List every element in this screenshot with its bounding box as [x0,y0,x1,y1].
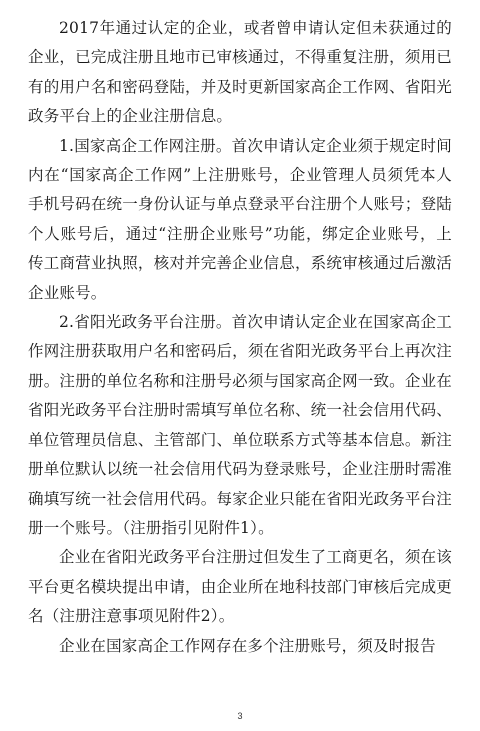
paragraph-registration-existing: 2017年通过认定的企业，或者曾申请认定但未获通过的企业，已完成注册且地市已审核通过，不得重复注册，须用已有的用户名和密码登陆，并及时更新国家高企工作网、省阳光政务平台上的企业注册信息。 [28,19,452,126]
paragraph-name-change: 企业在省阳光政务平台注册过但发生了工商更名，须在该平台更名模块提出申请，由企业所在地科技部门审核后完成更名（注册注意事项见附件2）。 [28,548,452,626]
page-number: 3 [237,711,243,721]
paragraph-provincial-registration: 2.省阳光政务平台注册。首次申请认定企业在国家高企工作网注册获取用户名和密码后，须在省阳光政务平台上再次注册。注册的单位名称和注册号必须与国家高企网一致。企业在省阳光政务平台注册时需填写单位名称、统一社会信用代码、单位管理员信息、主管部门、单位联系方式等基本信息。新注册单位默认以统一社会信用代码为登录账号，企业注册时需准确填写统一社会信用代码。每家企业只能在省阳光政务平台注册一个账号。（注册指引见附件1）。 [28,313,452,537]
paragraph-multiple-accounts: 企业在国家高企工作网存在多个注册账号，须及时报告 [59,636,436,655]
paragraph-national-registration: 1.国家高企工作网注册。首次申请认定企业须于规定时间内在“国家高企工作网”上注册账号，企业管理人员须凭本人手机号码在统一身份认证与单点登录平台注册个人账号；登陆个人账号后，通过“注册企业账号”功能，绑定企业账号，上传工商营业执照，核对并完善企业信息，系统审核通过后激活企业账号。 [28,136,452,302]
